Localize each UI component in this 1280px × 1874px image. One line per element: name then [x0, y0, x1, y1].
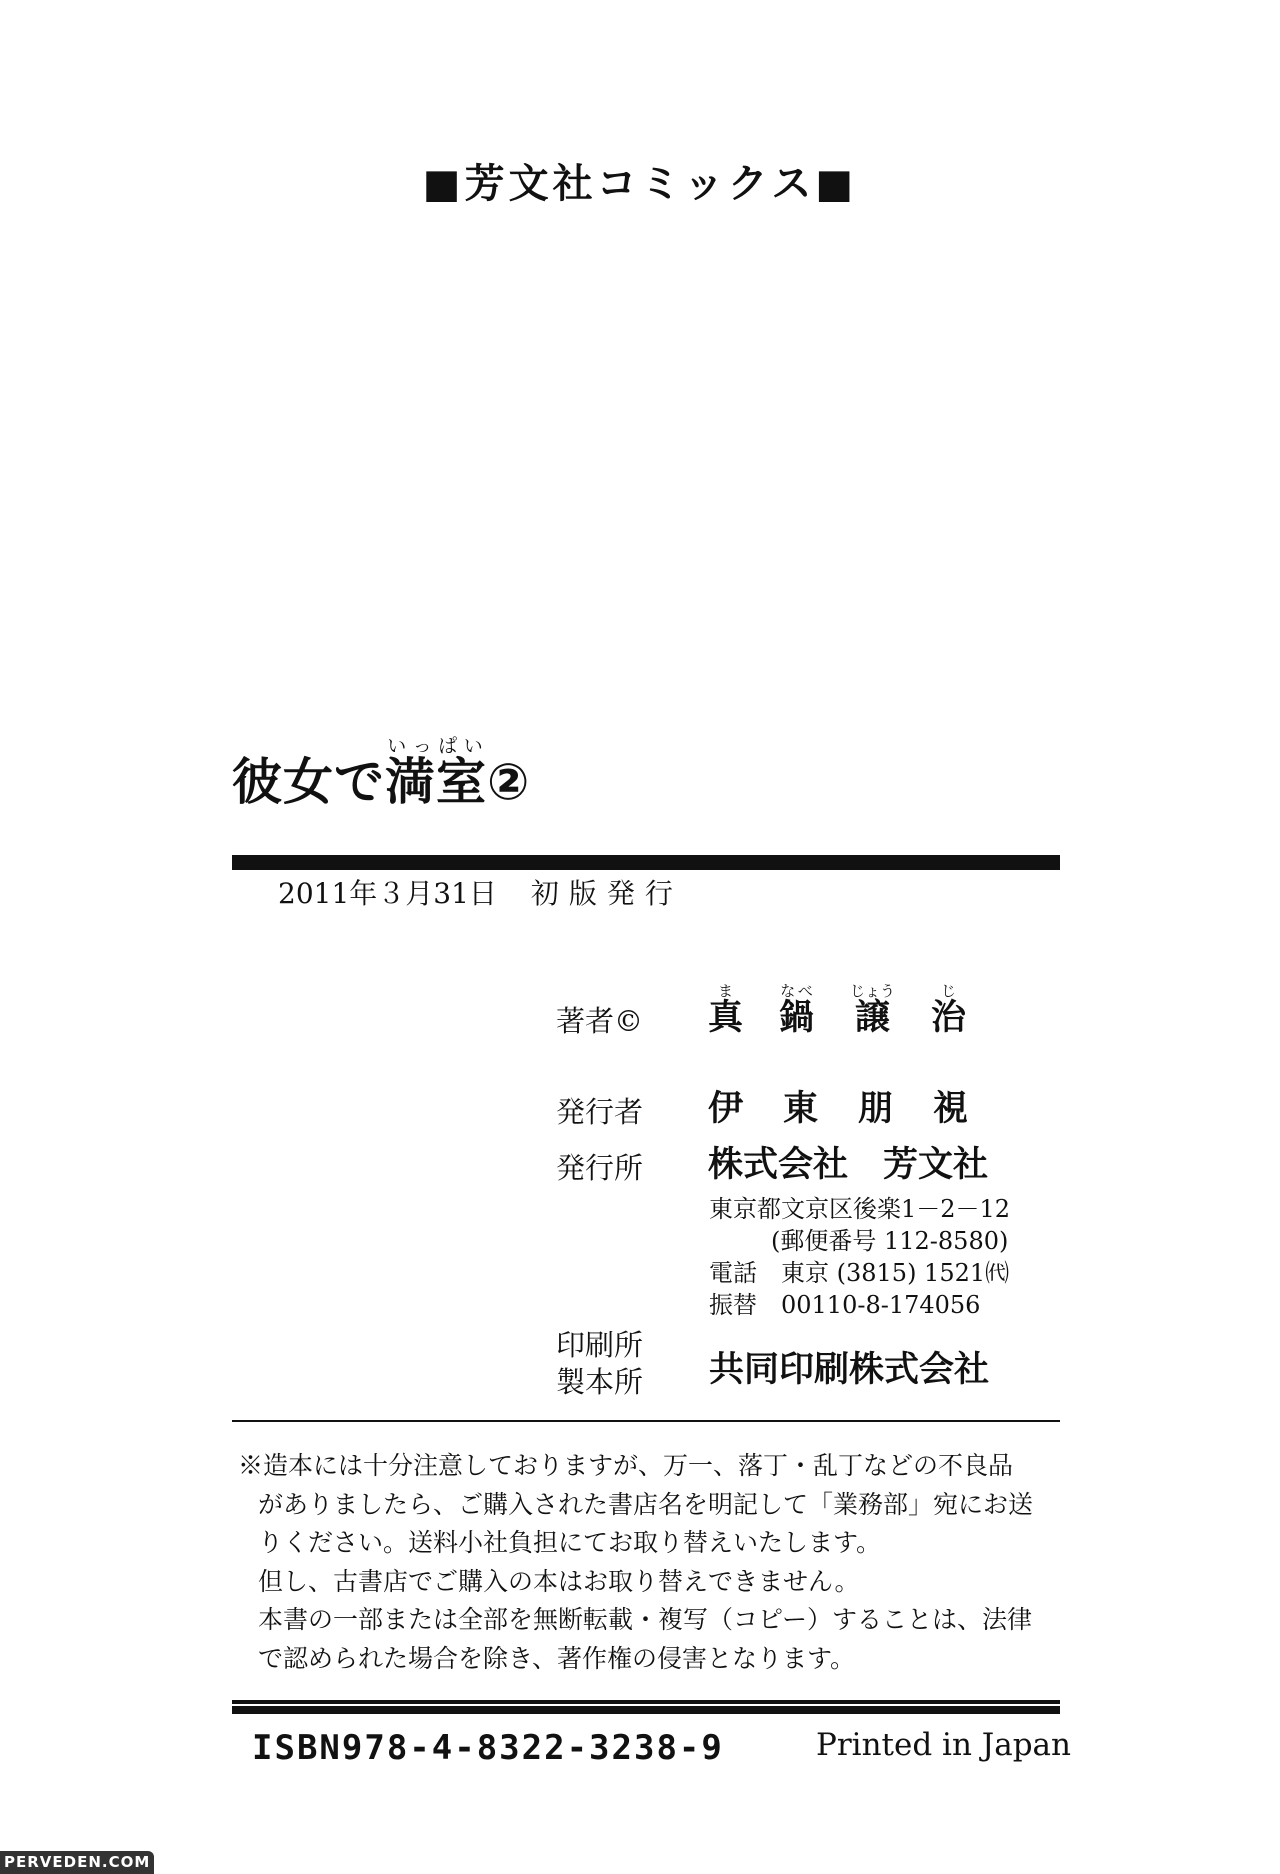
author-char-2: [779, 982, 815, 1038]
watermark: PERVEDEN.COM: [0, 1851, 154, 1874]
printer-label: 印刷所: [556, 1328, 644, 1362]
author-char-2-reading: なべ: [779, 982, 815, 1000]
title-divider: [232, 855, 1060, 870]
printed-in-label: Printed in Japan: [816, 1727, 1071, 1763]
notice-line: で認められた場合を除き、著作権の侵害となります。: [258, 1643, 856, 1673]
publisher-office-label: 発行所: [556, 1151, 644, 1185]
book-title: [232, 735, 530, 814]
author-char-1-reading: ま: [708, 982, 744, 1000]
publisher-person-name: 伊東朋視: [708, 1089, 1009, 1129]
title-block: [232, 735, 530, 814]
publisher-office-name: 株式会社 芳文社: [708, 1145, 989, 1185]
author-char-4-reading: じ: [931, 982, 967, 1000]
title-ruby-reading: いっぱい: [385, 735, 487, 757]
notice-line: 本書の一部または全部を無断転載・複写（コピー）することは、法律: [258, 1605, 1033, 1634]
notice-block: [238, 1447, 1078, 1678]
isbn-divider: [232, 1700, 1060, 1714]
transfer-account: 振替 00110-8-174056: [709, 1291, 981, 1319]
printer-name: 共同印刷株式会社: [709, 1350, 990, 1390]
author-char-3-base: 譲: [850, 998, 896, 1038]
publication-date: [278, 872, 683, 912]
notice-divider: [232, 1420, 1060, 1422]
author-char-4: [931, 982, 967, 1038]
author-char-3-reading: じょう: [850, 982, 896, 1000]
author-row: [556, 982, 1076, 1040]
publisher-person-label: 発行者: [556, 1095, 644, 1129]
title-prefix: 彼女で: [232, 753, 385, 811]
author-label: 著者©: [556, 1004, 644, 1038]
edition-label: 初版発行: [530, 877, 683, 910]
notice-line: がありましたら、ご購入された書店名を明記して「業務部」宛にお送: [258, 1489, 1034, 1519]
author-char-1-base: 真: [708, 998, 744, 1038]
title-ruby-base: 満室: [385, 753, 487, 811]
publisher-office-row: [556, 1137, 1076, 1187]
isbn-number: ISBN978-4-8322-3238-9: [252, 1728, 724, 1768]
author-char-4-base: 治: [931, 998, 967, 1038]
postal-code: (郵便番号 112-8580): [771, 1227, 1009, 1255]
series-label: ■芳文社コミックス■: [422, 161, 858, 207]
address-line: 東京都文京区後楽1－2－12: [709, 1195, 1011, 1223]
title-ruby: [385, 735, 487, 811]
notice-line: 但し、古書店でご購入の本はお取り替えできません。: [258, 1566, 860, 1596]
first-printing-date: 2011年３月31日: [278, 877, 497, 910]
title-volume: ②: [487, 753, 531, 811]
author-char-1: [708, 982, 744, 1038]
binder-label: 製本所: [556, 1365, 644, 1399]
publisher-address: [709, 1193, 1010, 1321]
printer-labels: [556, 1327, 643, 1401]
publisher-person-row: [556, 1081, 1076, 1131]
author-name: [708, 982, 1002, 1040]
notice-line: りください。送料小社負担にてお取り替えいたします。: [258, 1528, 882, 1557]
notice-line: ※造本には十分注意しておりますが、万一、落丁・乱丁などの不良品: [238, 1451, 1014, 1480]
author-char-2-base: 鍋: [779, 998, 815, 1038]
author-char-3: [850, 982, 896, 1038]
phone-number: 電話 東京 (3815) 1521㈹: [709, 1259, 1010, 1287]
